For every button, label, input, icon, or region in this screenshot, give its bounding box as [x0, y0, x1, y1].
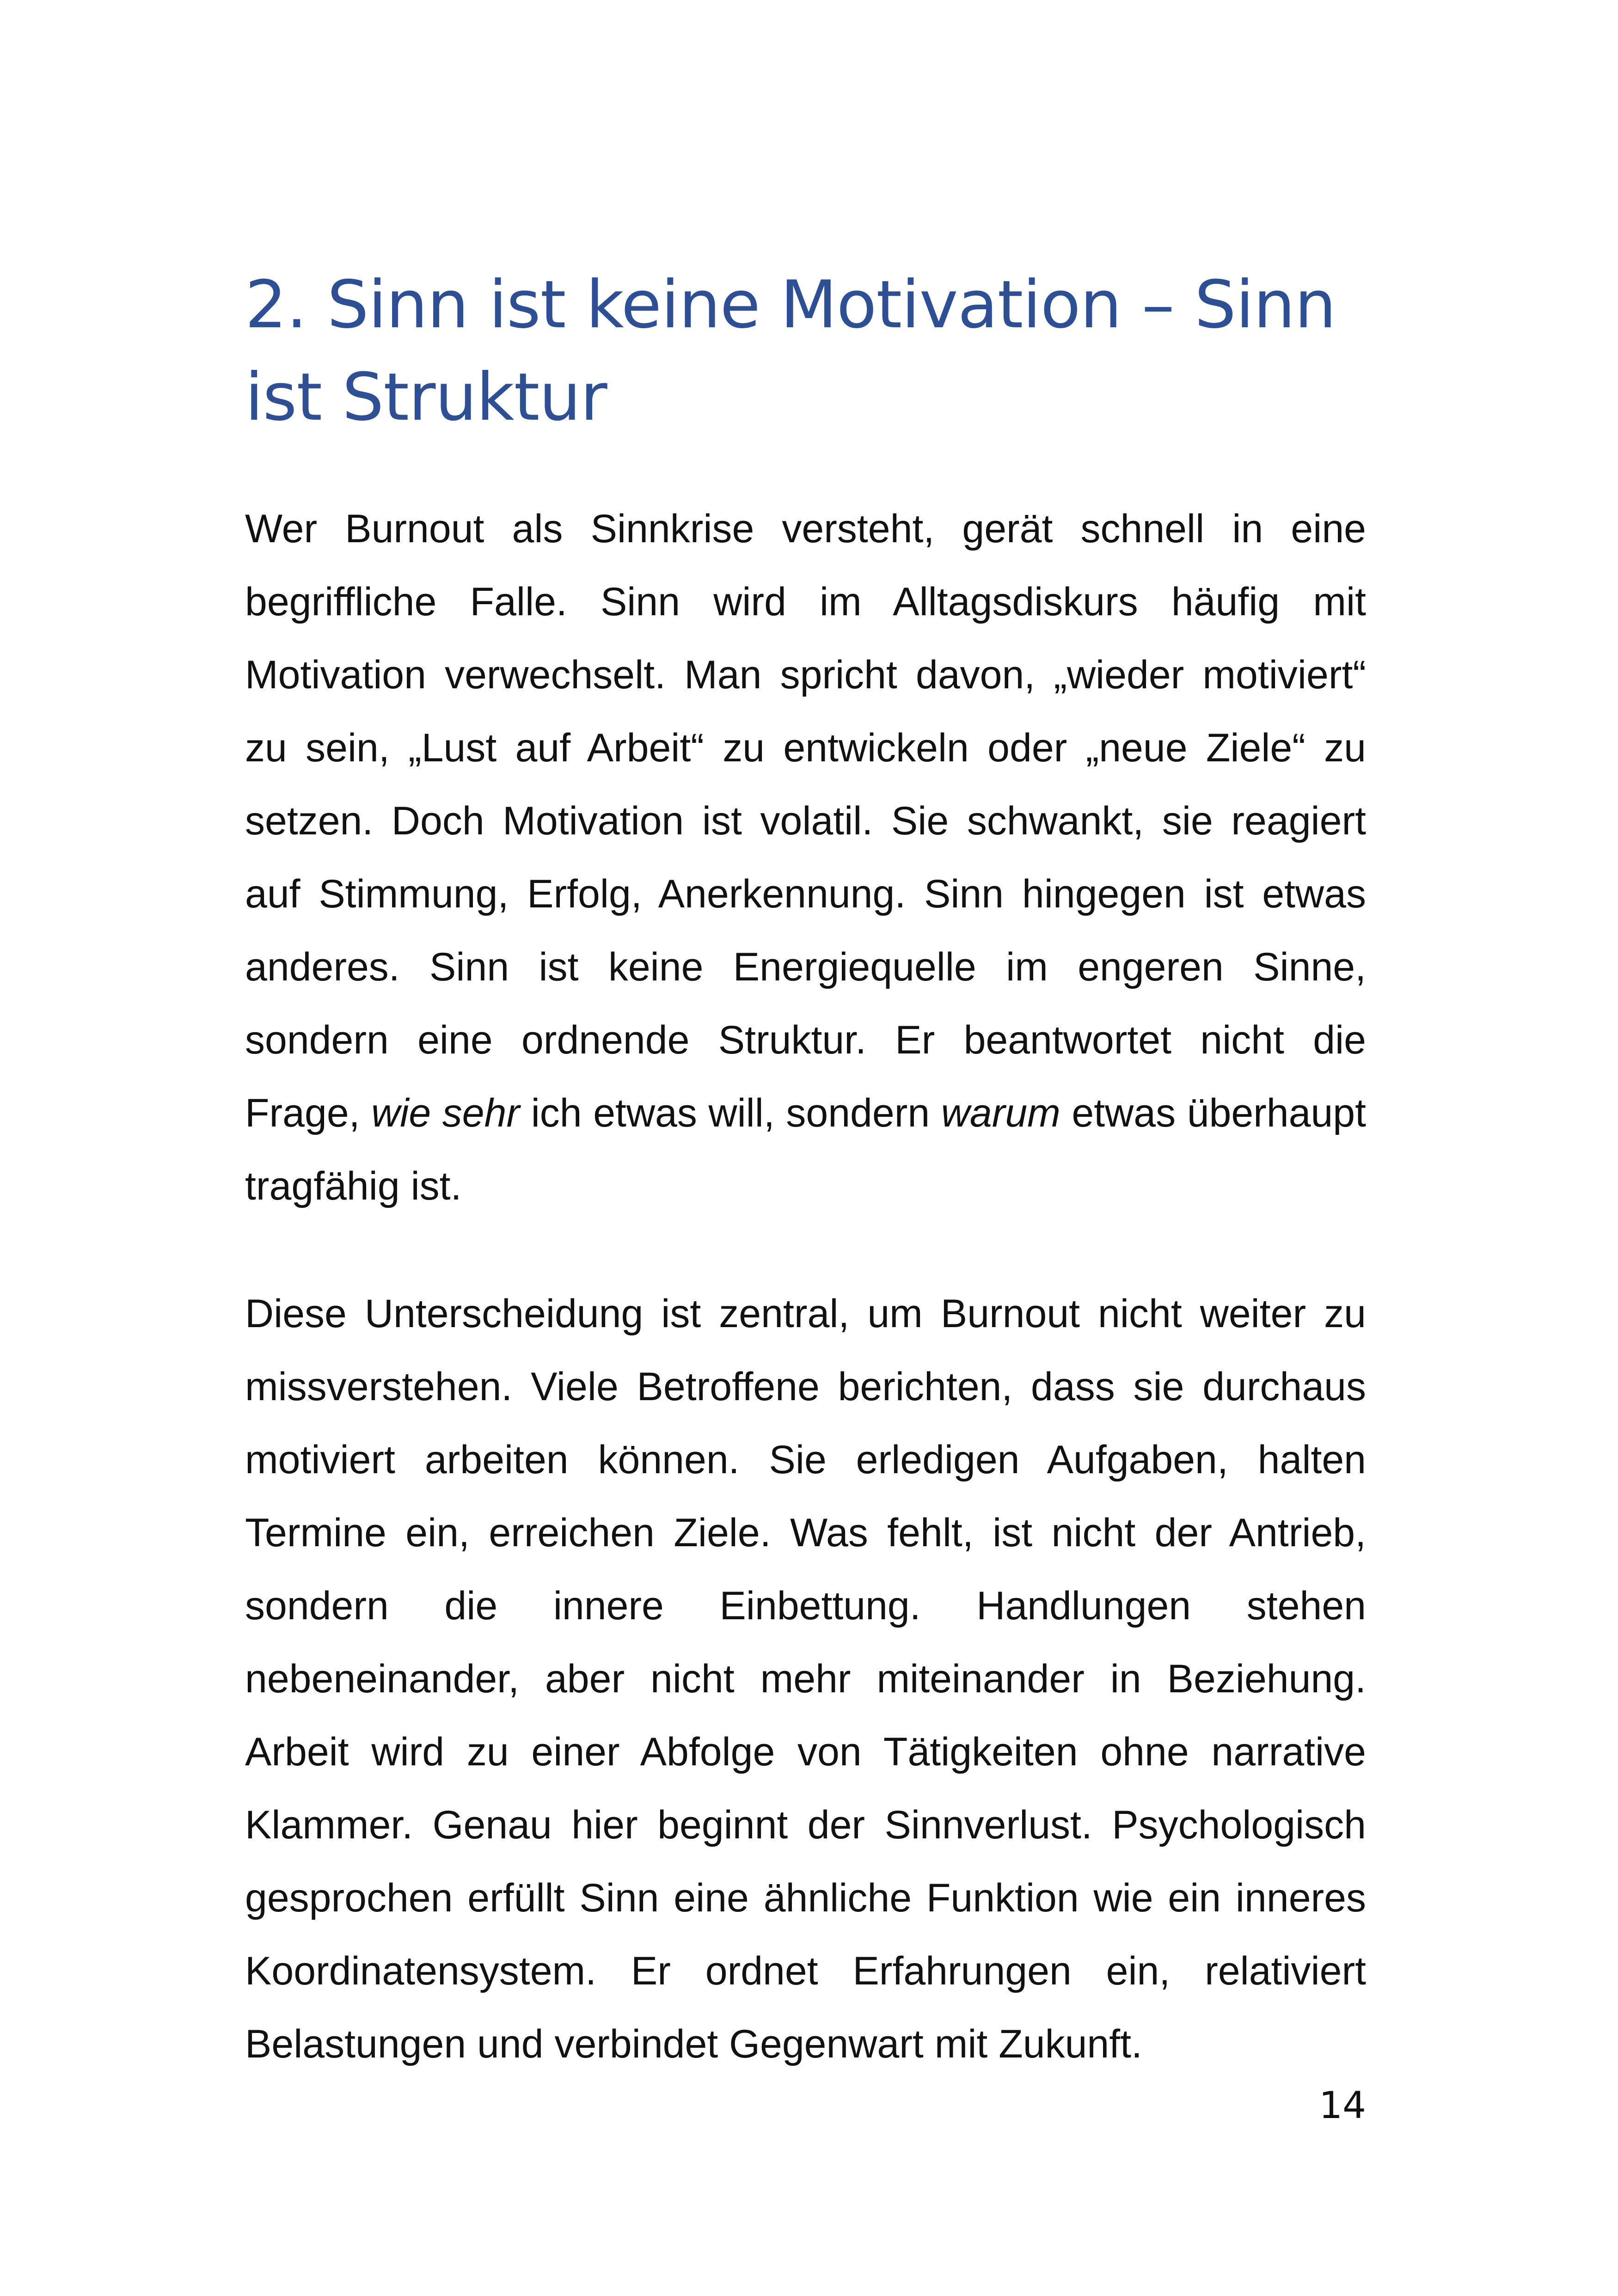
page-number: 14	[1319, 2084, 1366, 2127]
chapter-title-line-2: ist Struktur	[245, 359, 607, 435]
chapter-title-line-1: 2. Sinn ist keine Motivation – Sinn	[245, 267, 1336, 343]
chapter-body	[245, 492, 1366, 2081]
paragraph-1-text-part-3: etwas überhaupt tragfähig ist.	[245, 1091, 1367, 1208]
paragraph-2: Diese Unterscheidung ist zentral, um Burnout nicht weiter zu missverstehen. Viele Betroffene berichten, dass sie durchaus motiviert arbeiten können. Sie erledigen Aufgaben, halten Termine ein, erreichen Ziele. Was fehlt, ist nicht der Antrieb, sondern die innere Einbettung. Handlungen stehen nebeneinander, aber nicht mehr miteinander in Beziehung. Arbeit wird zu einer Abfolge von Tätigkeiten ohne narrative Klammer. Genau hier beginnt der Sinnverlust. Psychologisch gesprochen erfüllt Sinn eine ähnliche Funktion wie ein inneres Koordinatensystem. Er ordnet Erfahrungen ein, relativiert Belastungen und verbindet Gegenwart mit Zukunft.	[245, 1292, 1366, 2066]
paragraph-1-emphasis-warum: warum	[941, 1091, 1060, 1135]
chapter-title	[245, 259, 1387, 444]
paragraph-1-emphasis-wie-sehr: wie sehr	[371, 1091, 520, 1135]
paragraph-1-text-part-1: Wer Burnout als Sinnkrise versteht, gerät schnell in eine begriffliche Falle. Sinn wird im Alltagsdiskurs häufig mit Motivation verwechselt. Man spricht davon, „wieder motiviert“ zu sein, „Lust auf Arbeit“ zu entwickeln oder „neue Ziele“ zu setzen. Doch Motivation ist volatil. Sie schwankt, sie reagiert auf Stimmung, Erfolg, Anerkennung. Sinn hingegen ist etwas anderes. Sinn ist keine Energiequelle im engeren Sinne, sondern eine ordnende Struktur. Er beantwortet nicht die Frage,	[245, 507, 1366, 1135]
paragraph-1-text-part-2: ich etwas will, sondern	[520, 1091, 941, 1135]
paragraph-1	[245, 492, 1366, 1223]
